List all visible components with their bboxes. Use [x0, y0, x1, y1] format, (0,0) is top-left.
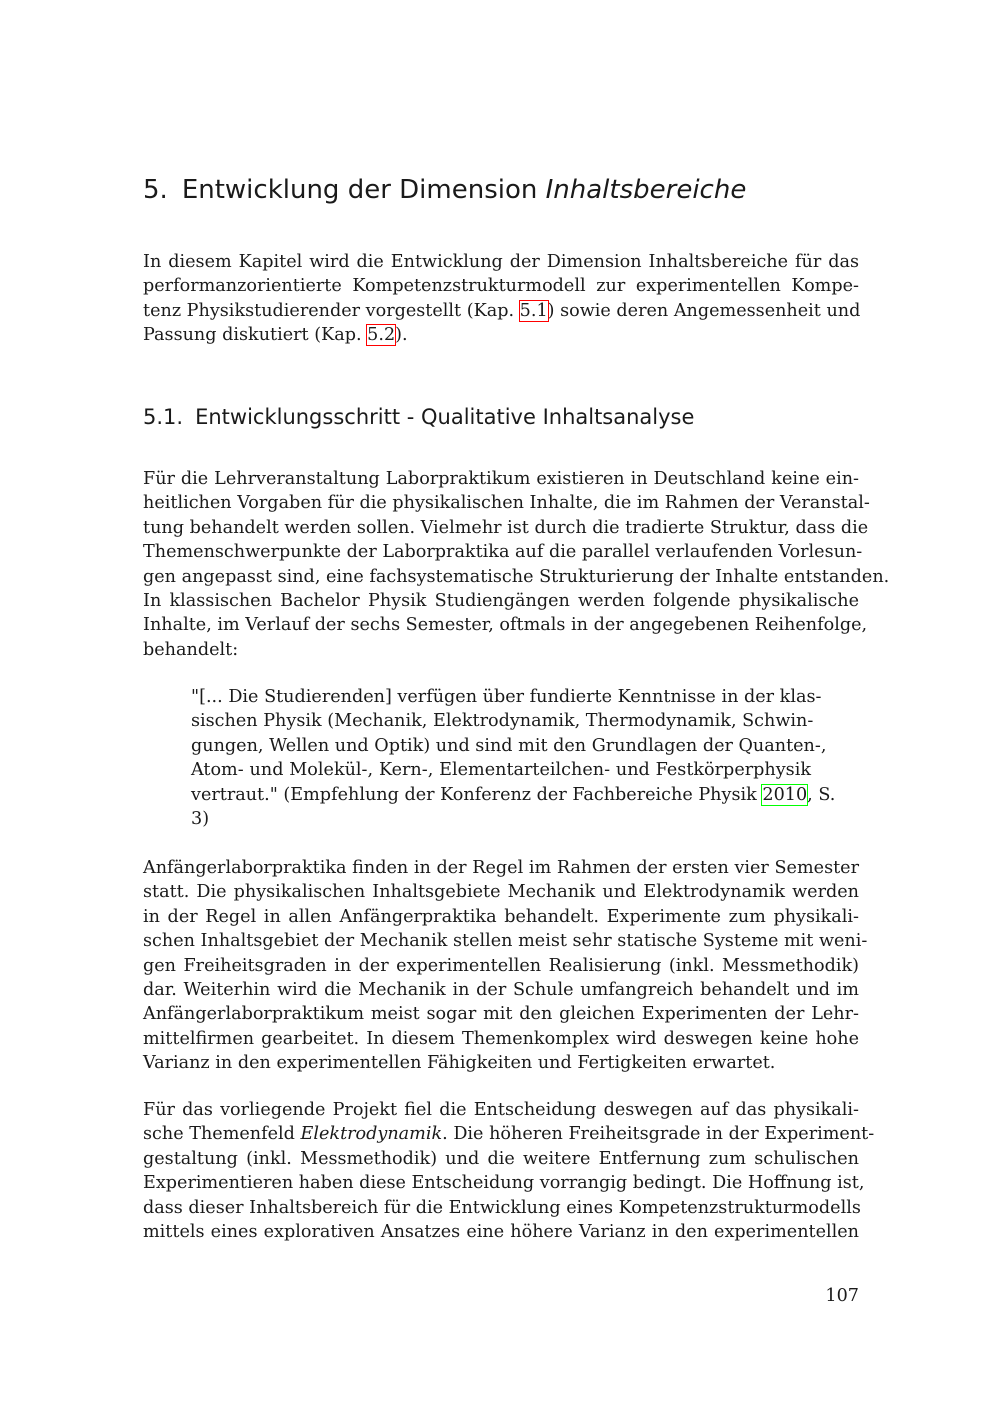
paragraph-line: dass dieser Inhaltsbereich für die Entwicklung eines Kompetenzstrukturmodells	[143, 1197, 861, 1218]
intro-line: In diesem Kapitel wird die Entwicklung der Dimension Inhaltsbereiche für das	[143, 252, 859, 272]
chapter-title-text: Entwicklung der Dimension	[181, 175, 546, 205]
paragraph-line: behandelt:	[143, 639, 239, 660]
paragraph-line: Anfängerlaborpraktikum meist sogar mit den gleichen Experimenten der Lehr-	[143, 1004, 859, 1025]
paragraph-line: Inhalte, im Verlauf der sechs Semester, oftmals in der angegebenen Reihenfolge,	[143, 615, 868, 636]
paragraph-line: gen angepasst sind, eine fachsystematische Strukturierung der Inhalte entstanden.	[143, 566, 890, 587]
paragraph-line: mittels eines explorativen Ansatzes eine höhere Varianz in den experimentellen	[143, 1222, 859, 1243]
section-ref-5-2[interactable]: 5.2	[367, 325, 396, 346]
paragraph-1	[143, 467, 890, 662]
block-quote	[191, 685, 836, 831]
section-number: 5.1.	[143, 405, 184, 429]
paragraph-line: Für die Lehrveranstaltung Laborpraktikum existieren in Deutschland keine ein-	[143, 469, 859, 489]
paragraph-line: in der Regel in allen Anfängerpraktika behandelt. Experimente zum physikali-	[143, 906, 859, 927]
chapter-number: 5.	[143, 175, 168, 205]
section-ref-5-1[interactable]: 5.1	[519, 300, 548, 321]
quote-line: Atom- und Molekül-, Kern-, Elementarteilchen- und Festkörperphysik	[191, 760, 811, 781]
page-number: 107	[825, 1286, 859, 1306]
paragraph-line: dar. Weiterhin wird die Mechanik in der Schule umfangreich behandelt und im	[143, 980, 859, 1001]
paragraph-line: Varianz in den experimentellen Fähigkeiten und Fertigkeiten erwartet.	[143, 1053, 776, 1074]
intro-line: Passung diskutiert (Kap. 5.2).	[143, 325, 408, 346]
quote-line: vertraut." (Empfehlung der Konferenz der Fachbereiche Physik 2010, S.	[191, 784, 836, 805]
section-title-text: Entwicklungsschritt - Qualitative Inhaltsanalyse	[195, 405, 695, 429]
chapter-title	[143, 172, 746, 208]
quote-line: 3)	[191, 809, 210, 830]
paragraph-line: Für das vorliegende Projekt fiel die Entscheidung deswegen auf das physikali-	[143, 1100, 859, 1120]
quote-line: gungen, Wellen und Optik) und sind mit den Grundlagen der Quanten-,	[191, 735, 827, 756]
document-page	[143, 0, 890, 1414]
paragraph-line: gen Freiheitsgraden in der experimentellen Realisierung (inkl. Messmethodik)	[143, 955, 859, 976]
italic-term: Elektrodynamik	[300, 1124, 443, 1145]
paragraph-line: sche Themenfeld Elektrodynamik. Die höheren Freiheitsgrade in der Experiment-	[143, 1124, 875, 1145]
intro-paragraph	[143, 250, 859, 348]
quote-line: sischen Physik (Mechanik, Elektrodynamik, Thermodynamik, Schwin-	[191, 711, 814, 732]
paragraph-line: Anfängerlaborpraktika finden in der Regel im Rahmen der ersten vier Semester	[143, 858, 859, 878]
paragraph-line: heitlichen Vorgaben für die physikalischen Inhalte, die im Rahmen der Veranstal-	[143, 493, 870, 514]
intro-line: tenz Physikstudierender vorgestellt (Kap. 5.1) sowie deren Angemessenheit und	[143, 300, 861, 321]
chapter-title-italic: Inhaltsbereiche	[545, 175, 747, 205]
paragraph-line: statt. Die physikalischen Inhaltsgebiete Mechanik und Elektrodynamik werden	[143, 882, 859, 903]
paragraph-line: Themenschwerpunkte der Laborpraktika auf die parallel verlaufenden Vorlesun-	[143, 542, 863, 563]
paragraph-line: tung behandelt werden sollen. Vielmehr ist durch die tradierte Struktur, dass die	[143, 517, 869, 538]
intro-line: performanzorientierte Kompetenzstrukturmodell zur experimentellen Kompe-	[143, 276, 859, 297]
paragraph-line: mittelfirmen gearbeitet. In diesem Themenkomplex wird deswegen keine hohe	[143, 1028, 859, 1049]
paragraph-line: In klassischen Bachelor Physik Studiengängen werden folgende physikalische	[143, 591, 859, 612]
quote-line: "[... Die Studierenden] verfügen über fundierte Kenntnisse in der klas-	[191, 687, 822, 707]
paragraph-line: Experimentieren haben diese Entscheidung vorrangig bedingt. Die Hoffnung ist,	[143, 1173, 865, 1194]
paragraph-2	[143, 856, 868, 1076]
paragraph-line: gestaltung (inkl. Messmethodik) und die weitere Entfernung zum schulischen	[143, 1148, 859, 1169]
paragraph-3	[143, 1098, 875, 1244]
paragraph-line: schen Inhaltsgebiet der Mechanik stellen meist sehr statische Systeme mit weni-	[143, 931, 868, 952]
citation-ref-2010[interactable]: 2010	[762, 784, 808, 805]
section-title	[143, 402, 694, 432]
